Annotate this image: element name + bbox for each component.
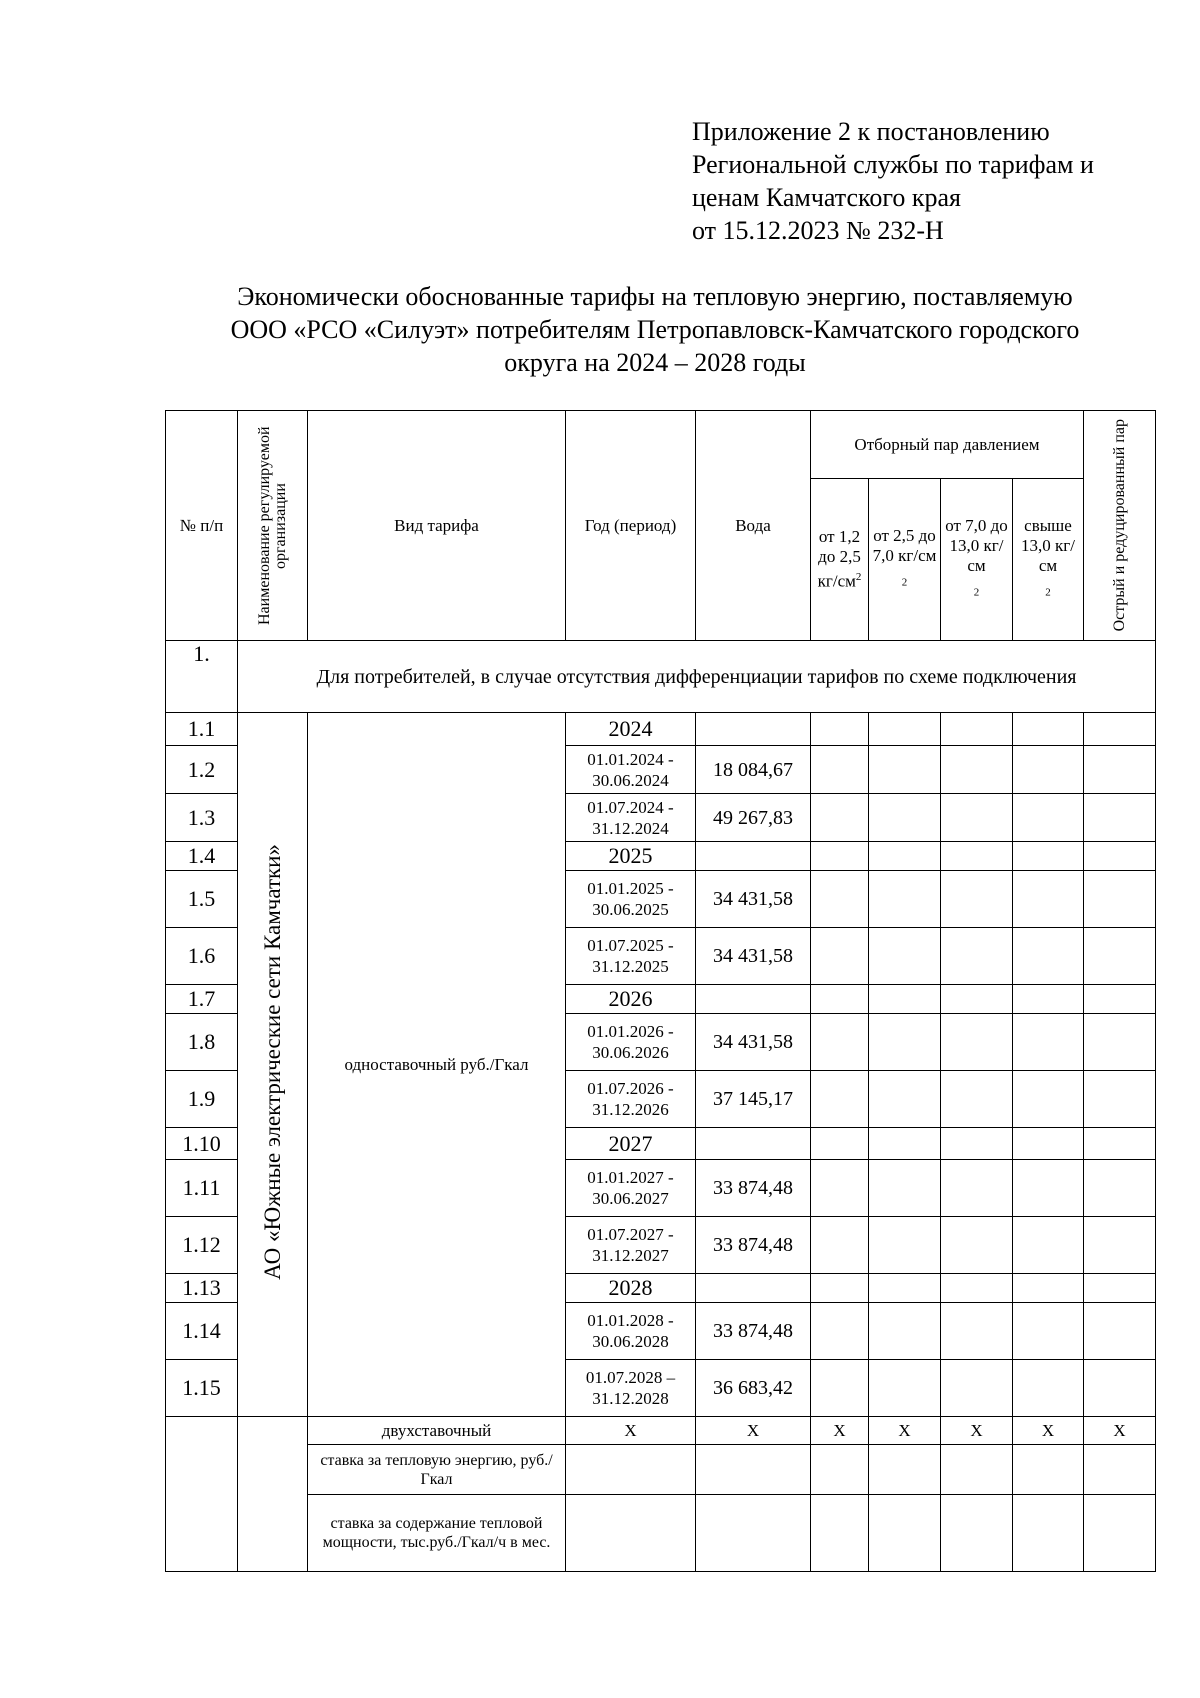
water-value — [696, 985, 811, 1014]
empty-cell — [869, 1217, 941, 1274]
water-value: 49 267,83 — [696, 794, 811, 842]
empty-cell — [941, 1495, 1013, 1572]
empty-cell — [1084, 842, 1156, 871]
header-steam-1 — [811, 479, 869, 641]
water-value — [696, 713, 811, 746]
appendix-line: Региональной службы по тарифам и — [692, 150, 1094, 179]
period-year: 2024 — [566, 713, 696, 746]
empty-cell — [811, 1360, 869, 1417]
x-mark: X — [696, 1417, 811, 1445]
empty-cell — [811, 746, 869, 794]
table-row — [166, 713, 1156, 746]
empty-cell — [1013, 713, 1084, 746]
empty-cell — [869, 928, 941, 985]
row-num: 1.14 — [166, 1303, 238, 1360]
water-value: 33 874,48 — [696, 1160, 811, 1217]
header-steam-4-text: свыше 13,0 кг/см — [1021, 516, 1075, 576]
row-num: 1.7 — [166, 985, 238, 1014]
period-end: 31.12.2025 — [592, 957, 669, 976]
empty-cell — [1013, 1160, 1084, 1217]
empty-cell — [811, 1160, 869, 1217]
empty-cell — [166, 1417, 238, 1572]
period-start: 01.01.2025 - — [587, 879, 674, 898]
empty-cell — [869, 1128, 941, 1160]
empty-cell — [1084, 985, 1156, 1014]
x-mark: X — [941, 1417, 1013, 1445]
header-steam-4 — [1013, 479, 1084, 641]
empty-cell — [869, 1303, 941, 1360]
empty-cell — [1013, 985, 1084, 1014]
water-value: 37 145,17 — [696, 1071, 811, 1128]
empty-cell — [1084, 1445, 1156, 1495]
empty-cell — [1013, 871, 1084, 928]
empty-cell — [941, 713, 1013, 746]
row-num: 1.12 — [166, 1217, 238, 1274]
x-mark: X — [869, 1417, 941, 1445]
period-start: 01.01.2026 - — [587, 1022, 674, 1041]
period-start: 01.07.2028 – — [585, 1368, 676, 1387]
empty-cell — [941, 928, 1013, 985]
empty-cell — [811, 1274, 869, 1303]
title-line: ООО «РСО «Силуэт» потребителям Петропавловск-Камчатского городского — [230, 315, 1080, 344]
empty-cell — [811, 1071, 869, 1128]
empty-cell — [696, 1445, 811, 1495]
header-steam-group: Отборный пар давлением — [811, 411, 1084, 479]
period-end: 31.12.2026 — [592, 1100, 669, 1119]
empty-cell — [941, 1071, 1013, 1128]
row-num: 1.5 — [166, 871, 238, 928]
sub-2: 2 — [901, 576, 908, 589]
header-num: № п/п — [166, 411, 238, 641]
empty-cell — [941, 1445, 1013, 1495]
row-num: 1.13 — [166, 1274, 238, 1303]
water-value: 33 874,48 — [696, 1303, 811, 1360]
empty-cell — [941, 1014, 1013, 1071]
empty-cell — [869, 1160, 941, 1217]
period-start: 01.01.2028 - — [587, 1311, 674, 1330]
empty-cell — [811, 1217, 869, 1274]
row-num: 1.1 — [166, 713, 238, 746]
water-value: 36 683,42 — [696, 1360, 811, 1417]
two-rate-row — [166, 1417, 1156, 1445]
header-sharp-steam-text: Острый и редуцированный пар — [1110, 419, 1128, 632]
row-num: 1.3 — [166, 794, 238, 842]
empty-cell — [1013, 1071, 1084, 1128]
period-dates — [566, 1303, 696, 1360]
empty-cell — [566, 1445, 696, 1495]
empty-cell — [1013, 1303, 1084, 1360]
title-line: Экономически обоснованные тарифы на тепловую энергию, поставляемую — [237, 282, 1073, 311]
water-value: 34 431,58 — [696, 1014, 811, 1071]
period-end: 31.12.2027 — [592, 1246, 669, 1265]
sup-2: 2 — [855, 571, 862, 584]
empty-cell — [1013, 928, 1084, 985]
water-value — [696, 842, 811, 871]
row-num: 1.6 — [166, 928, 238, 985]
empty-cell — [811, 1014, 869, 1071]
period-dates — [566, 1014, 696, 1071]
empty-cell — [811, 713, 869, 746]
period-end: 30.06.2027 — [592, 1189, 669, 1208]
empty-cell — [811, 794, 869, 842]
period-dates — [566, 871, 696, 928]
empty-cell — [1084, 794, 1156, 842]
empty-cell — [869, 1071, 941, 1128]
x-mark: X — [811, 1417, 869, 1445]
period-dates — [566, 1217, 696, 1274]
row-num: 1.10 — [166, 1128, 238, 1160]
empty-cell — [811, 1303, 869, 1360]
two-rate-label: двухставочный — [308, 1417, 566, 1445]
empty-cell — [941, 1360, 1013, 1417]
empty-cell — [1084, 1274, 1156, 1303]
x-mark: X — [1084, 1417, 1156, 1445]
empty-cell — [1013, 1014, 1084, 1071]
empty-cell — [869, 713, 941, 746]
empty-cell — [869, 746, 941, 794]
empty-cell — [696, 1495, 811, 1572]
single-rate-label: одноставочный руб./Гкал — [308, 713, 566, 1417]
row-num: 1.2 — [166, 746, 238, 794]
empty-cell — [811, 928, 869, 985]
empty-cell — [1084, 1360, 1156, 1417]
empty-cell — [941, 746, 1013, 794]
header-tariff-type: Вид тарифа — [308, 411, 566, 641]
period-dates — [566, 928, 696, 985]
period-dates — [566, 746, 696, 794]
header-steam-2 — [869, 479, 941, 641]
empty-cell — [941, 871, 1013, 928]
empty-cell — [566, 1495, 696, 1572]
empty-cell — [1084, 1495, 1156, 1572]
period-start: 01.07.2026 - — [587, 1079, 674, 1098]
empty-cell — [1084, 1014, 1156, 1071]
header-org-text: Наименование регулируемой организации — [255, 426, 289, 625]
period-dates — [566, 1071, 696, 1128]
appendix-line: от 15.12.2023 № 232-Н — [692, 216, 944, 245]
period-start: 01.07.2025 - — [587, 936, 674, 955]
header-steam-3 — [941, 479, 1013, 641]
empty-cell — [941, 842, 1013, 871]
title-line: округа на 2024 – 2028 годы — [504, 348, 806, 377]
energy-rate-label: ставка за тепловую энергию, руб./Гкал — [308, 1445, 566, 1495]
empty-cell — [869, 794, 941, 842]
row-num: 1.4 — [166, 842, 238, 871]
period-dates — [566, 1360, 696, 1417]
empty-cell — [1084, 746, 1156, 794]
empty-cell — [1013, 1445, 1084, 1495]
empty-cell — [869, 1360, 941, 1417]
tariff-table — [165, 410, 1156, 1572]
empty-cell — [941, 985, 1013, 1014]
empty-cell — [811, 1495, 869, 1572]
water-value: 34 431,58 — [696, 928, 811, 985]
appendix-note — [692, 115, 1094, 247]
section-num: 1. — [166, 641, 238, 713]
period-year: 2026 — [566, 985, 696, 1014]
document-title — [160, 280, 1150, 379]
period-start: 01.01.2024 - — [587, 749, 674, 769]
section-title: Для потребителей, в случае отсутствия дифференциации тарифов по схеме подключения — [238, 641, 1156, 713]
header-steam-3-text: от 7,0 до 13,0 кг/см — [945, 516, 1008, 576]
org-cell — [238, 713, 308, 1417]
empty-cell — [869, 842, 941, 871]
water-value: 34 431,58 — [696, 871, 811, 928]
header-water: Вода — [696, 411, 811, 641]
empty-cell — [1084, 1071, 1156, 1128]
empty-cell — [1084, 1303, 1156, 1360]
row-num: 1.8 — [166, 1014, 238, 1071]
period-year: 2025 — [566, 842, 696, 871]
period-dates — [566, 1160, 696, 1217]
water-value — [696, 1128, 811, 1160]
empty-cell — [811, 871, 869, 928]
water-value — [696, 1274, 811, 1303]
empty-cell — [941, 794, 1013, 842]
empty-cell — [941, 1303, 1013, 1360]
empty-cell — [811, 842, 869, 871]
empty-cell — [1084, 1160, 1156, 1217]
empty-cell — [811, 985, 869, 1014]
empty-cell — [1084, 928, 1156, 985]
period-start: 01.07.2027 - — [587, 1225, 674, 1244]
header-steam-1-text: от 1,2 до 2,5 кг/см — [817, 527, 861, 591]
water-value: 33 874,48 — [696, 1217, 811, 1274]
empty-cell — [1013, 746, 1084, 794]
empty-cell — [1013, 794, 1084, 842]
sub-2: 2 — [1045, 586, 1051, 599]
empty-cell — [1013, 1128, 1084, 1160]
row-num: 1.15 — [166, 1360, 238, 1417]
empty-cell — [1084, 871, 1156, 928]
empty-cell — [1013, 1274, 1084, 1303]
period-start: 01.07.2024 - — [587, 797, 674, 817]
empty-cell — [811, 1128, 869, 1160]
empty-cell — [238, 1417, 308, 1572]
period-end: 31.12.2028 — [592, 1389, 669, 1408]
period-year: 2028 — [566, 1274, 696, 1303]
water-value: 18 084,67 — [696, 746, 811, 794]
capacity-rate-label: ставка за содержание тепловой мощности, тыс.руб./Гкал/ч в мес. — [308, 1495, 566, 1572]
period-end: 30.06.2028 — [592, 1332, 669, 1351]
empty-cell — [1013, 842, 1084, 871]
sub-2: 2 — [973, 586, 980, 599]
period-start: 01.01.2027 - — [587, 1168, 674, 1187]
appendix-line: Приложение 2 к постановлению — [692, 117, 1050, 146]
row-num: 1.9 — [166, 1071, 238, 1128]
capacity-rate-row — [166, 1495, 1156, 1572]
x-mark: X — [566, 1417, 696, 1445]
period-year: 2027 — [566, 1128, 696, 1160]
row-num: 1.11 — [166, 1160, 238, 1217]
empty-cell — [869, 1274, 941, 1303]
period-end: 30.06.2026 — [592, 1043, 669, 1062]
header-sharp-steam — [1084, 411, 1156, 641]
empty-cell — [1013, 1217, 1084, 1274]
x-mark: X — [1013, 1417, 1084, 1445]
header-year: Год (период) — [566, 411, 696, 641]
header-org — [238, 411, 308, 641]
empty-cell — [941, 1128, 1013, 1160]
org-name: АО «Южные электрические сети Камчатки» — [259, 844, 285, 1280]
appendix-line: ценам Камчатского края — [692, 183, 961, 212]
empty-cell — [1013, 1495, 1084, 1572]
empty-cell — [1084, 1217, 1156, 1274]
period-end: 30.06.2024 — [592, 770, 669, 790]
period-dates — [566, 794, 696, 842]
empty-cell — [941, 1274, 1013, 1303]
empty-cell — [941, 1217, 1013, 1274]
empty-cell — [869, 1495, 941, 1572]
empty-cell — [1084, 713, 1156, 746]
period-end: 31.12.2024 — [592, 818, 669, 838]
energy-rate-row — [166, 1445, 1156, 1495]
empty-cell — [811, 1445, 869, 1495]
empty-cell — [1013, 1360, 1084, 1417]
period-end: 30.06.2025 — [592, 900, 669, 919]
empty-cell — [869, 1014, 941, 1071]
empty-cell — [941, 1160, 1013, 1217]
empty-cell — [869, 871, 941, 928]
header-steam-2-text: от 2,5 до 7,0 кг/см — [872, 526, 937, 566]
empty-cell — [869, 985, 941, 1014]
empty-cell — [1084, 1128, 1156, 1160]
empty-cell — [869, 1445, 941, 1495]
